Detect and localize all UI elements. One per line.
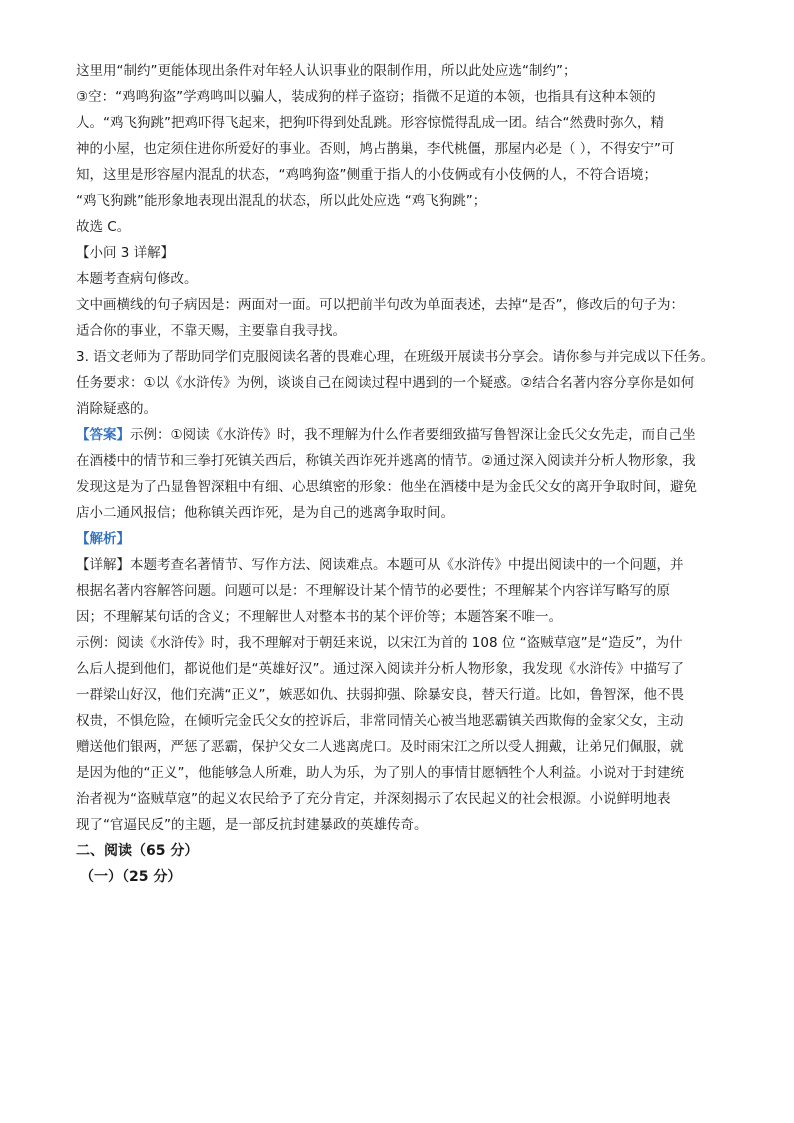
analysis-line	[76, 526, 734, 552]
text-line: 发现这是为了凸显鲁智深粗中有细、心思缜密的形象：他坐在酒楼中是为金氏父女的离开争取时间，避免	[76, 479, 697, 495]
text-line: 根据名著内容解答问题。问题可以是：不理解设计某个情节的必要性；不理解某个内容详写略写的原	[76, 583, 670, 599]
answer-text: 示例：①阅读《水浒传》时，我不理解为什么作者要细致描写鲁智深让金氏父女先走，而自己坐	[130, 427, 696, 443]
question-line: 任务要求：①以《水浒传》为例，谈谈自己在阅读过程中遇到的一个疑惑。②结合名著内容分享你是如何	[76, 375, 695, 391]
text-line: 一群梁山好汉，他们充满“正义”，嫉恶如仇、扶弱抑强、除暴安良，替天行道。比如，鲁智深，他不畏	[76, 687, 684, 703]
text-line: 本题考查病句修改。	[76, 271, 198, 287]
detail-tag: 【详解】	[76, 557, 130, 573]
text-line: 人。“鸡飞狗跳”把鸡吓得飞起来，把狗吓得到处乱跳。形容惊慌得乱成一团。结合“然费时弥久，精	[76, 115, 664, 131]
text-line: 是因为他的“正义”，他能够急人所难，助人为乐，为了别人的事情甘愿牺牲个人利益。小说对于封建统	[76, 765, 684, 781]
detail-first-line	[76, 552, 734, 578]
text-line: 现了“官逼民反”的主题，是一部反抗封建暴政的英雄传奇。	[76, 817, 428, 833]
text-line: “鸡飞狗跳”能形象地表现出混乱的状态，所以此处应选 “鸡飞狗跳”；	[76, 193, 487, 209]
detail-block	[76, 552, 734, 838]
text-line: 这里用“制约”更能体现出条件对年轻人认识事业的限制作用，所以此处应选“制约”；	[76, 63, 577, 79]
sub-question-title: 【小问 3 详解】	[76, 245, 175, 261]
section-heading: 二、阅读（65 分）	[76, 843, 199, 859]
section-subheading: （一）（25 分）	[80, 869, 182, 885]
answer-first-line	[76, 422, 734, 448]
sub-question-3	[76, 240, 734, 344]
text-line: 知，这里是形容屋内混乱的状态，“鸡鸣狗盗”侧重于指人的小伎俩或有小伎俩的人，不符合语境；	[76, 167, 657, 183]
text-line: 在酒楼中的情节和三拳打死镇关西后，称镇关西诈死并逃离的情节。②通过深入阅读并分析人物形象，我	[76, 453, 696, 469]
question-line: 消除疑惑的。	[76, 401, 157, 417]
question-3	[76, 344, 734, 422]
analysis-block	[76, 526, 734, 552]
text-line: 治者视为“盗贼草寇”的起义农民给予了充分肯定，并深刻揭示了农民起义的社会根源。小说鲜明地表	[76, 791, 671, 807]
analysis-tag: 【解析】	[76, 531, 130, 547]
section-2-explanation	[76, 58, 734, 240]
text-line: 权贵，不惧危险，在倾听完金氏父女的控诉后，非常同情关心被当地恶霸镇关西欺侮的金家父女，主动	[76, 713, 684, 729]
text-line: 神的小屋，也定须住进你所爱好的事业。否则，鸠占鹊巢，李代桃僵，那屋内必是（ ），不得安宁”可	[76, 141, 675, 157]
question-line: 3. 语文老师为了帮助同学们克服阅读名著的畏难心理，在班级开展读书分享会。请你参与并完成以下任务。	[76, 349, 715, 365]
answer-block	[76, 422, 734, 526]
text-line: 店小二通风报信；他称镇关西诈死，是为自己的逃离争取时间。	[76, 505, 454, 521]
detail-text: 本题考查名著情节、写作方法、阅读难点。本题可从《水浒传》中提出阅读中的一个问题，并	[130, 557, 684, 573]
text-line: 适合你的事业，不靠天赐，主要靠自我寻找。	[76, 323, 346, 339]
text-line: 因；不理解某句话的含义；不理解世人对整本书的某个评价等；本题答案不唯一。	[76, 609, 562, 625]
text-line: 故选 C。	[76, 219, 131, 235]
reading-section	[76, 838, 734, 890]
text-line: ③空：“鸡鸣狗盗”学鸡鸣叫以骗人，装成狗的样子盗窃；指微不足道的本领，也指具有这种本领的	[76, 89, 656, 105]
text-line: 赠送他们银两，严惩了恶霸，保护父女二人逃离虎口。及时雨宋江之所以受人拥戴，让弟兄们佩服，就	[76, 739, 684, 755]
answer-tag: 【答案】	[76, 427, 130, 443]
text-line: 文中画横线的句子病因是：两面对一面。可以把前半句改为单面表述，去掉“是否”，修改后的句子为：	[76, 297, 684, 313]
text-line: 示例：阅读《水浒传》时，我不理解对于朝廷来说，以宋江为首的 108 位 “盗贼草寇”是“造反”，为什	[76, 635, 683, 651]
text-line: 么后人提到他们，都说他们是“英雄好汉”。通过深入阅读并分析人物形象，我发现《水浒传》中描写了	[76, 661, 684, 677]
